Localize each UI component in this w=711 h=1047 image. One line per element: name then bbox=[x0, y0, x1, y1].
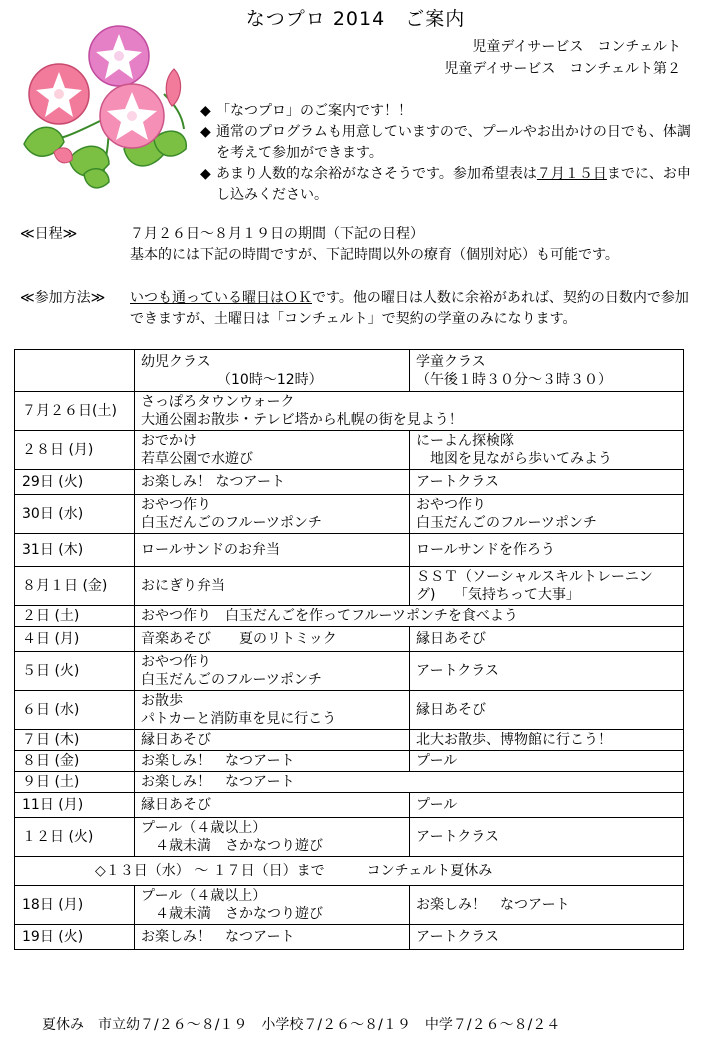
schedule-label: ≪日程≫ bbox=[20, 226, 78, 242]
combined-activity-cell: おやつ作り 白玉だんごを作ってフルーツポンチを食べよう bbox=[135, 606, 684, 627]
table-row bbox=[15, 751, 684, 772]
date-cell: 31日 (木) bbox=[15, 534, 135, 567]
method-text: です。他の曜日は人数に余裕があれば、契約の日数内で参加できますが、土曜日は「コンチェルト」で契約の学童のみになります。 bbox=[130, 290, 689, 327]
infant-activity-cell: ロールサンドのお弁当 bbox=[135, 534, 410, 567]
date-cell: 18日 (月) bbox=[15, 886, 135, 925]
infant-activity-cell: プール（４歳以上） ４歳未満 さかなつり遊び bbox=[135, 886, 410, 925]
date-cell: ４日 (月) bbox=[15, 627, 135, 652]
school-activity-cell: ロールサンドを作ろう bbox=[410, 534, 684, 567]
table-row bbox=[15, 818, 684, 857]
infant-activity-cell: 縁日あそび bbox=[135, 730, 410, 751]
morning-glory-illustration bbox=[14, 24, 194, 194]
org-name-2: 児童デイサービス コンチェルト第２ bbox=[444, 61, 681, 77]
table-row bbox=[15, 627, 684, 652]
school-activity-cell: プール bbox=[410, 793, 684, 818]
infant-activity-cell: おにぎり弁当 bbox=[135, 567, 410, 606]
schedule-note: 基本的には下記の時間ですが、下記時間以外の療育（個別対応）も可能です。 bbox=[130, 247, 619, 263]
school-activity-cell: アートクラス bbox=[410, 652, 684, 691]
page-title: なつプロ 2014 ご案内 bbox=[245, 8, 466, 30]
date-cell: ８日 (金) bbox=[15, 751, 135, 772]
closure-notice-cell: ◇１３日（水） 〜 １７日（日）まで コンチェルト夏休み bbox=[15, 857, 684, 886]
infant-activity-cell: 縁日あそび bbox=[135, 793, 410, 818]
diamond-icon: ◆ bbox=[200, 103, 211, 119]
deadline-date: ７月１５日 bbox=[536, 166, 607, 182]
date-cell: ７日 (木) bbox=[15, 730, 135, 751]
date-cell: ８月１日 (金) bbox=[15, 567, 135, 606]
table-row bbox=[15, 857, 684, 886]
table-row bbox=[15, 793, 684, 818]
combined-activity-cell: さっぽろタウンウォーク 大通公園お散歩・テレビ塔から札幌の街を見よう！ bbox=[135, 392, 684, 431]
date-cell: ２日 (土) bbox=[15, 606, 135, 627]
school-activity-cell: 縁日あそび bbox=[410, 691, 684, 730]
school-activity-cell: ＳＳＴ（ソーシャルスキルトレーニン グ) 「気持ちって大事」 bbox=[410, 567, 684, 606]
infant-activity-cell: お楽しみ！ なつアート bbox=[135, 751, 410, 772]
infant-activity-cell: おやつ作り 白玉だんごのフルーツポンチ bbox=[135, 495, 410, 534]
infant-activity-cell: おでかけ 若草公園で水遊び bbox=[135, 431, 410, 470]
header-school-class: 学童クラス （午後１時３０分〜３時３０） bbox=[410, 350, 684, 392]
school-activity-cell: にーよん探検隊 地図を見ながら歩いてみよう bbox=[410, 431, 684, 470]
date-cell: 11日 (月) bbox=[15, 793, 135, 818]
schedule-table bbox=[14, 349, 684, 950]
intro-bullets bbox=[200, 101, 700, 206]
diamond-icon: ◆ bbox=[200, 124, 211, 140]
table-row bbox=[15, 925, 684, 950]
header-date-cell bbox=[15, 350, 135, 392]
table-row bbox=[15, 431, 684, 470]
table-row bbox=[15, 392, 684, 431]
infant-activity-cell: お楽しみ！ なつアート bbox=[135, 925, 410, 950]
bullet-item: ◆ あまり人数的な余裕がなさそうです。参加希望表は７月１５日までに、お申し込みください。 bbox=[200, 164, 700, 206]
org-name-1: 児童デイサービス コンチェルト bbox=[472, 39, 681, 55]
table-row bbox=[15, 567, 684, 606]
diamond-icon: ◆ bbox=[200, 166, 211, 182]
school-activity-cell: プール bbox=[410, 751, 684, 772]
school-activity-cell: アートクラス bbox=[410, 925, 684, 950]
date-cell: ９日 (土) bbox=[15, 772, 135, 793]
date-cell: 30日 (水) bbox=[15, 495, 135, 534]
school-activity-cell: おやつ作り 白玉だんごのフルーツポンチ bbox=[410, 495, 684, 534]
date-cell: ５日 (火) bbox=[15, 652, 135, 691]
date-cell: ７月２６日(土) bbox=[15, 392, 135, 431]
school-activity-cell: 縁日あそび bbox=[410, 627, 684, 652]
header-infant-class: 幼児クラス （10時〜12時） bbox=[135, 350, 410, 392]
method-section bbox=[20, 288, 700, 332]
table-row bbox=[15, 886, 684, 925]
schedule-section bbox=[20, 224, 700, 268]
table-row bbox=[15, 470, 684, 495]
date-cell: １２日 (火) bbox=[15, 818, 135, 857]
table-row bbox=[15, 534, 684, 567]
schedule-period: ７月２６日〜８月１９日の期間（下記の日程） bbox=[130, 226, 424, 242]
date-cell: ２８日 (月) bbox=[15, 431, 135, 470]
infant-activity-cell: プール（４歳以上） ４歳未満 さかなつり遊び bbox=[135, 818, 410, 857]
school-activity-cell: 北大お散歩、博物館に行こう！ bbox=[410, 730, 684, 751]
table-row bbox=[15, 730, 684, 751]
date-cell: 19日 (火) bbox=[15, 925, 135, 950]
infant-activity-cell: お散歩 パトカーと消防車を見に行こう bbox=[135, 691, 410, 730]
date-cell: 29日 (火) bbox=[15, 470, 135, 495]
infant-activity-cell: 音楽あそび 夏のリトミック bbox=[135, 627, 410, 652]
school-activity-cell: お楽しみ！ なつアート bbox=[410, 886, 684, 925]
infant-activity-cell: おやつ作り 白玉だんごのフルーツポンチ bbox=[135, 652, 410, 691]
school-holidays-note: 夏休み 市立幼７/２６〜８/１９ 小学校７/２６〜８/１９ 中学７/２６〜８/２４ bbox=[42, 1017, 561, 1033]
table-row bbox=[15, 606, 684, 627]
method-label: ≪参加方法≫ bbox=[20, 290, 106, 306]
bullet-item: ◆ 通常のプログラムも用意していますので、プールやお出かけの日でも、体調を考えて参加ができます。 bbox=[200, 122, 700, 164]
method-ok-note: いつも通っている曜日はＯＫ bbox=[130, 290, 312, 306]
school-activity-cell: アートクラス bbox=[410, 470, 684, 495]
table-row bbox=[15, 652, 684, 691]
bullet-item: ◆ 「なつプロ」のご案内です！！ bbox=[200, 101, 700, 122]
infant-activity-cell: お楽しみ！ なつアート bbox=[135, 470, 410, 495]
combined-activity-cell: お楽しみ！ なつアート bbox=[135, 772, 684, 793]
table-row bbox=[15, 691, 684, 730]
school-activity-cell: アートクラス bbox=[410, 818, 684, 857]
date-cell: ６日 (水) bbox=[15, 691, 135, 730]
table-row bbox=[15, 495, 684, 534]
table-row bbox=[15, 772, 684, 793]
table-header-row bbox=[15, 350, 684, 392]
